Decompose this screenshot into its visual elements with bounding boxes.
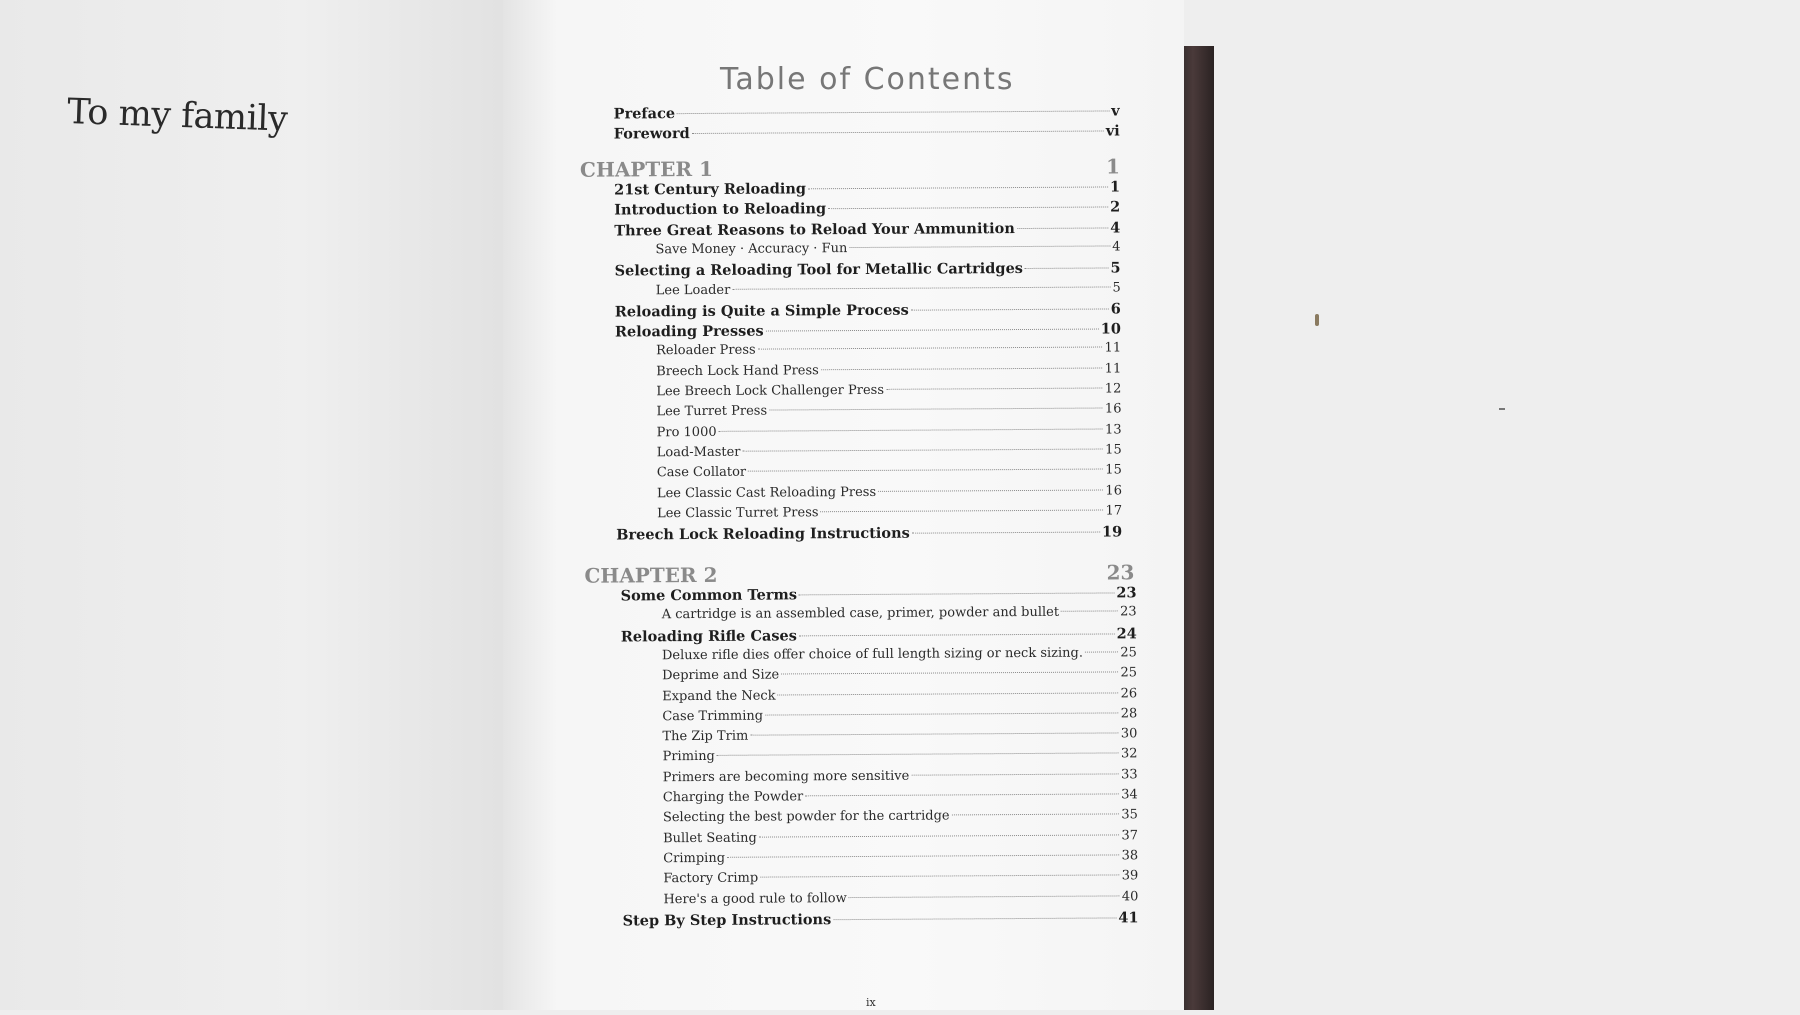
dot-leader — [808, 186, 1108, 189]
toc-entry — [615, 260, 1121, 280]
dot-leader — [758, 347, 1103, 350]
dot-leader — [717, 753, 1119, 756]
toc-entry-page: 11 — [1104, 361, 1122, 377]
toc-entry — [614, 102, 1120, 122]
toc-entry — [655, 239, 1120, 257]
toc-entry — [656, 280, 1121, 298]
toc-entry-page: 25 — [1120, 645, 1137, 661]
dot-leader — [833, 917, 1116, 920]
toc-entry-page: 17 — [1105, 503, 1123, 519]
toc-entry-page: 33 — [1121, 766, 1138, 783]
toc-entry-label: Bullet Seating — [663, 830, 757, 846]
toc-entry-page: 2 — [1110, 198, 1121, 216]
toc-entry-label: Deluxe rifle dies offer choice of full length sizing or neck sizing. — [661, 645, 1084, 664]
toc-entry-page: 4 — [1110, 218, 1121, 237]
dot-leader — [886, 388, 1103, 390]
toc-entry — [663, 828, 1138, 846]
toc-entry-page: 23 — [1116, 584, 1137, 602]
toc-entry-label: Lee Turret Press — [656, 403, 768, 420]
toc-entry-page: 12 — [1104, 381, 1122, 397]
toc-entry-page: vi — [1105, 122, 1120, 140]
toc-entry — [616, 523, 1122, 543]
dot-leader — [759, 834, 1120, 837]
toc-entry-label: Lee Breech Lock Challenger Press — [656, 382, 885, 400]
dot-leader — [781, 672, 1118, 675]
toc-entry-label: Selecting the best powder for the cartridge — [662, 808, 950, 826]
toc-entry — [656, 402, 1121, 420]
toc-entry-page: 1 — [1109, 178, 1121, 196]
toc-entry — [662, 686, 1137, 704]
toc-title: Table of Contents — [720, 62, 1015, 97]
toc-entry-label: 21st Century Reloading — [614, 180, 807, 199]
toc-entry-label: Pro 1000 — [656, 424, 717, 440]
dot-leader — [912, 532, 1100, 534]
dot-leader — [1017, 227, 1108, 229]
toc-entry-label: Crimping — [663, 850, 726, 867]
toc-entry-label: Here's a good rule to follow — [663, 890, 847, 907]
toc-entry — [614, 178, 1120, 198]
toc-entry-page: 19 — [1101, 523, 1123, 541]
dot-leader — [821, 509, 1104, 512]
toc-entry-page: 28 — [1120, 706, 1138, 722]
toc-entry-page: v — [1111, 102, 1120, 120]
toc-entry-label: Reloading Presses — [614, 322, 764, 341]
dot-leader — [799, 633, 1115, 636]
toc-entry — [614, 199, 1120, 219]
page-number: ix — [866, 996, 876, 1009]
toc-entry-page: 16 — [1105, 482, 1122, 499]
dot-leader — [769, 408, 1103, 411]
toc-entry-label: Case Trimming — [662, 708, 764, 725]
toc-entry — [615, 320, 1121, 340]
toc-entry-page: 41 — [1118, 909, 1139, 927]
toc-entry-label: Step By Step Instructions — [622, 910, 832, 930]
toc-entry — [656, 381, 1121, 399]
toc-entry-label: Reloading Rifle Cases — [620, 626, 797, 646]
dot-leader — [766, 329, 1099, 332]
toc-entry-label: Charging the Powder — [662, 789, 804, 806]
chapter-heading — [584, 560, 1134, 587]
toc-entry-page: 6 — [1110, 300, 1121, 318]
chapter-label: CHAPTER 2 — [584, 562, 718, 588]
toc-entry-label: The Zip Trim — [662, 728, 749, 745]
toc-entry-page: 4 — [1112, 239, 1121, 255]
toc-entry — [662, 645, 1137, 663]
toc-entry — [663, 889, 1138, 907]
toc-entry-page: 37 — [1121, 827, 1139, 844]
dot-leader — [750, 733, 1119, 736]
dot-leader — [878, 489, 1103, 491]
toc-entry-page: 25 — [1120, 665, 1138, 681]
dot-leader — [828, 207, 1108, 210]
dot-leader — [1061, 611, 1118, 612]
toc-entry-label: Lee Classic Cast Reloading Press — [656, 484, 877, 501]
toc-entry-page: 16 — [1104, 401, 1122, 417]
toc-entry — [656, 341, 1121, 359]
dot-leader — [849, 895, 1120, 898]
dot-leader — [742, 448, 1103, 451]
toc-entry — [662, 726, 1137, 744]
chapter-page: 23 — [1106, 560, 1135, 585]
toc-entry — [663, 767, 1138, 785]
dot-leader — [778, 692, 1119, 695]
toc-entry-page: 23 — [1120, 604, 1137, 620]
dot-leader — [849, 245, 1110, 248]
dot-leader — [692, 131, 1104, 135]
toc-entry — [662, 665, 1137, 683]
chapter-label: CHAPTER 1 — [579, 156, 714, 182]
dot-leader — [799, 592, 1114, 595]
toc-entry-label: Lee Classic Turret Press — [657, 505, 819, 522]
toc-entry — [657, 503, 1122, 521]
toc-entry-label: Deprime and Size — [662, 667, 780, 684]
toc-entry-page: 11 — [1104, 340, 1122, 356]
toc-entry-label: Save Money · Accuracy · Fun — [655, 240, 848, 258]
toc-entry — [663, 787, 1138, 805]
chapter-page: 1 — [1105, 154, 1121, 179]
toc-entry-label: Three Great Reasons to Reload Your Ammunition — [614, 219, 1015, 240]
dot-leader — [677, 110, 1109, 114]
toc-entry-label: Priming — [662, 749, 715, 765]
toc-entry — [656, 361, 1121, 379]
toc-entry-label: Load-Master — [656, 444, 741, 461]
dot-leader — [911, 308, 1109, 310]
toc-entry — [663, 747, 1138, 765]
toc-entry — [663, 868, 1138, 886]
toc-entry-label: Lee Loader — [655, 282, 731, 298]
toc-entry-label: Introduction to Reloading — [614, 200, 827, 219]
toc-entry-page: 40 — [1121, 888, 1139, 904]
toc-entry — [657, 463, 1122, 481]
toc-entry — [621, 625, 1137, 645]
toc-entry-label: Breech Lock Hand Press — [656, 362, 819, 379]
toc-entry — [662, 605, 1137, 623]
toc-entry — [614, 219, 1120, 239]
toc-entry-page: 15 — [1105, 462, 1122, 478]
toc-entry-page: 34 — [1121, 787, 1138, 803]
toc-entry-label: Expand the Neck — [662, 688, 776, 704]
dot-leader — [732, 286, 1110, 289]
toc-entry-label: Preface — [613, 105, 676, 123]
dot-leader — [748, 469, 1103, 472]
toc-entry-page: 24 — [1116, 624, 1137, 643]
toc-entry-label: Selecting a Reloading Tool for Metallic Cartridges — [614, 260, 1023, 280]
toc-entry — [657, 442, 1122, 460]
toc-entry — [663, 808, 1138, 826]
chapter-heading — [580, 154, 1120, 181]
dot-leader — [1085, 651, 1118, 652]
toc-entry-page: 13 — [1104, 421, 1122, 438]
dot-leader — [765, 712, 1119, 715]
toc-entry-page: 5 — [1112, 279, 1121, 295]
dot-leader — [911, 773, 1119, 775]
toc-entry-label: Reloader Press — [656, 343, 756, 359]
dot-leader — [719, 428, 1103, 431]
toc-entry-label: Case Collator — [656, 464, 747, 481]
toc-entry-label: Factory Crimp — [663, 870, 759, 887]
toc-entry — [657, 483, 1122, 501]
dot-leader — [821, 367, 1103, 370]
toc-entry-page: 5 — [1110, 259, 1121, 277]
dot-leader — [805, 793, 1119, 796]
toc-entry-page: 26 — [1120, 685, 1138, 701]
toc-entry-label: Breech Lock Reloading Instructions — [616, 524, 910, 544]
toc-entry-label: Some Common Terms — [620, 586, 798, 605]
toc-entry-label: Primers are becoming more sensitive — [662, 768, 910, 785]
dot-leader — [952, 814, 1120, 816]
toc-entry — [662, 706, 1137, 724]
toc-entry-label: A cartridge is an assembled case, primer, powder and bullet — [661, 605, 1060, 623]
toc-entry-label: Reloading is Quite a Simple Process — [614, 301, 909, 321]
toc-entry-page: 38 — [1121, 848, 1139, 864]
toc-entry — [623, 909, 1139, 929]
dot-leader — [727, 854, 1120, 857]
toc-entry — [615, 300, 1121, 320]
toc-entry — [614, 123, 1120, 143]
toc-entry — [657, 422, 1122, 440]
toc-entry — [621, 584, 1137, 604]
toc-entry-page: 39 — [1121, 868, 1139, 884]
toc-entry-label: Foreword — [613, 125, 690, 143]
toc-entry — [663, 848, 1138, 866]
toc-entry-page: 10 — [1100, 320, 1122, 338]
toc-entry-page: 15 — [1105, 442, 1122, 458]
dot-leader — [760, 875, 1120, 878]
dedication-text: To my family — [66, 92, 288, 140]
toc-entry-page: 30 — [1120, 726, 1138, 742]
toc-entry-page: 32 — [1120, 746, 1138, 762]
toc-entry-page: 35 — [1121, 807, 1138, 823]
dot-leader — [1025, 268, 1109, 270]
